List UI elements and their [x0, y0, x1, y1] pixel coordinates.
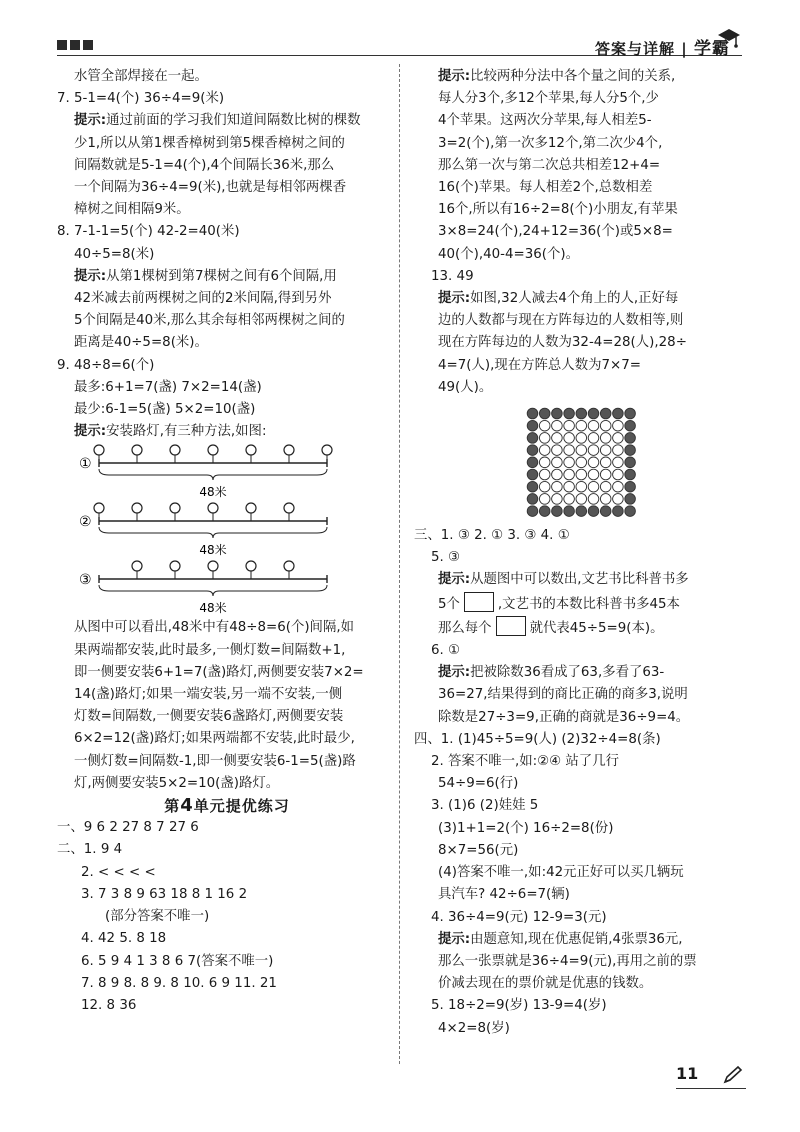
outer-person-dot — [576, 408, 587, 419]
left3-line: 一、9 6 2 27 8 7 27 6 — [57, 820, 199, 836]
hint-label: 提示: — [74, 424, 107, 440]
hint-label: 提示: — [74, 113, 107, 129]
left-line: 提示:从第1棵树到第7棵树之间有6个间隔,用 — [74, 268, 337, 284]
answer-box — [496, 616, 526, 636]
left-line: 最少:6-1=5(盏) 5×2=10(盏) — [74, 402, 256, 418]
left2-line: 从图中可以看出,48米中有48÷8=6(个)间隔,如 — [74, 620, 354, 636]
right2-line: 三、1. ③ 2. ① 3. ③ 4. ① — [414, 528, 570, 544]
left-line: 提示:通过前面的学习我们知道间隔数比树的棵数 — [74, 113, 361, 129]
lamp-diagram — [75, 559, 397, 617]
hint-label: 提示: — [438, 665, 471, 681]
left-line: 间隔数就是5-1=4(个),4个间隔长36米,那么 — [74, 157, 335, 173]
inner-person-dot — [551, 494, 562, 505]
box-line-1 — [414, 592, 749, 616]
diagram-distance: 48米 — [199, 601, 227, 616]
inner-person-dot — [600, 494, 611, 505]
right3-line: 具汽车? 42÷6=7(辆) — [438, 887, 570, 903]
inner-person-dot — [563, 420, 574, 431]
right3-line: 6. ① — [431, 643, 461, 659]
inner-person-dot — [539, 433, 550, 444]
left3-line: (部分答案不唯一) — [105, 909, 210, 925]
left3-line: 7. 8 9 8. 8 9. 8 10. 6 9 11. 21 — [81, 975, 277, 991]
inner-person-dot — [563, 469, 574, 480]
left2-line: 即一侧要安装6+1=7(盏)路灯,两侧要安装7×2= — [74, 664, 364, 680]
left2-line: 灯,两侧要安装5×2=10(盏)路灯。 — [74, 775, 280, 791]
inner-person-dot — [551, 433, 562, 444]
inner-person-dot — [576, 433, 587, 444]
lamp-circle — [170, 503, 180, 513]
inner-person-dot — [576, 457, 587, 468]
answer-box — [464, 592, 494, 612]
left2-line: 灯数=间隔数,一侧要安装6盏路灯,两侧要安装 — [74, 709, 344, 725]
header-brand: 学霸 — [694, 39, 730, 59]
outer-person-dot — [624, 469, 635, 480]
hint-label: 提示: — [438, 931, 471, 947]
outer-person-dot — [612, 506, 623, 517]
inner-person-dot — [588, 494, 599, 505]
outer-person-dot — [527, 445, 538, 456]
lamp-circle — [170, 445, 180, 455]
inner-person-dot — [551, 469, 562, 480]
lamp-circle — [170, 561, 180, 571]
inner-person-dot — [612, 469, 623, 480]
header-title-text: 答案与详解 — [595, 40, 676, 58]
right3-line: 36=27,结果得到的商比正确的商多3,说明 — [438, 687, 688, 703]
right-line: 现在方阵每边的人数为32-4=28(人),28÷ — [438, 335, 687, 351]
right-line: 16(个)苹果。每人相差2个,总数相差 — [438, 180, 653, 196]
inner-person-dot — [539, 481, 550, 492]
lamp-circle — [132, 445, 142, 455]
inner-person-dot — [612, 494, 623, 505]
outer-person-dot — [576, 506, 587, 517]
hint-label: 提示: — [438, 291, 471, 307]
outer-person-dot — [551, 408, 562, 419]
inner-person-dot — [612, 457, 623, 468]
right3-line: 4. 36÷4=9(元) 12-9=3(元) — [431, 909, 607, 925]
outer-person-dot — [588, 506, 599, 517]
left-line: 40÷5=8(米) — [74, 246, 155, 262]
inner-person-dot — [612, 445, 623, 456]
left3-line: 4. 42 5. 8 18 — [81, 931, 167, 947]
box-line-2-b: 就代表45÷5=9(本)。 — [529, 620, 664, 636]
lamp-circle — [322, 445, 332, 455]
section-title — [57, 795, 397, 817]
inner-person-dot — [576, 445, 587, 456]
box-line-2-a: 那么每个 — [438, 620, 492, 636]
hint-label: 提示: — [438, 572, 471, 588]
left-line: 水管全部焊接在一起。 — [74, 69, 208, 84]
outer-person-dot — [527, 506, 538, 517]
header-title — [595, 34, 730, 59]
inner-person-dot — [551, 445, 562, 456]
lamp-circle — [94, 445, 104, 455]
left-line: 最多:6+1=7(盏) 7×2=14(盏) — [74, 379, 262, 395]
inner-person-dot — [612, 481, 623, 492]
inner-person-dot — [563, 481, 574, 492]
right-line: 边的人数都与现在方阵每边的人数相等,则 — [438, 313, 684, 329]
right3-line: 提示:把被除数36看成了63,多看了63- — [438, 665, 665, 681]
right-line: 提示:如图,32人减去4个角上的人,正好每 — [438, 291, 679, 307]
right-line: 3=2(个),第一次多12个,第二次少4个, — [438, 135, 663, 151]
left-line: 樟树之间相隔9米。 — [74, 202, 190, 218]
left-line: 提示:安装路灯,有三种方法,如图: — [74, 424, 267, 440]
inner-person-dot — [588, 481, 599, 492]
outer-person-dot — [527, 433, 538, 444]
left2-line: 一侧灯数=间隔数-1,即一侧要安装6-1=5(盏)路 — [74, 753, 356, 769]
left-column — [57, 66, 397, 1017]
outer-person-dot — [527, 408, 538, 419]
right-column — [414, 66, 749, 1040]
hint-label: 提示: — [74, 268, 107, 284]
right3-line: 提示:由题意知,现在优惠促销,4张票36元, — [438, 931, 683, 947]
right3-line: 4×2=8(岁) — [438, 1020, 510, 1036]
inner-person-dot — [576, 494, 587, 505]
inner-person-dot — [588, 469, 599, 480]
left-line: 42米减去前两棵树之间的2米间隔,得到另外 — [74, 291, 332, 307]
lamp-diagram — [75, 501, 397, 559]
diagram-distance: 48米 — [199, 543, 227, 558]
inner-person-dot — [563, 494, 574, 505]
outer-person-dot — [527, 481, 538, 492]
inner-person-dot — [539, 420, 550, 431]
left-line: 9. 48÷8=6(个) — [57, 357, 155, 373]
right-line: 40(个),40-4=36(个)。 — [438, 246, 580, 262]
inner-person-dot — [588, 457, 599, 468]
left3-line: 3. 7 3 8 9 63 18 8 1 16 2 — [81, 886, 248, 902]
right3-line: (3)1+1=2(个) 16÷2=8(份) — [438, 820, 614, 836]
lamp-circle — [246, 503, 256, 513]
section-title-num: 4 — [180, 795, 194, 817]
right3-line: 54÷9=6(行) — [438, 776, 519, 792]
pencil-icon — [722, 1065, 744, 1085]
inner-person-dot — [600, 457, 611, 468]
inner-person-dot — [563, 433, 574, 444]
section-title-post: 单元提优练习 — [193, 797, 290, 816]
outer-person-dot — [539, 506, 550, 517]
inner-person-dot — [539, 494, 550, 505]
graduation-hat-icon — [716, 26, 742, 50]
right-line: 49(人)。 — [438, 379, 493, 395]
right3-line: 3. (1)6 (2)娃娃 5 — [431, 798, 539, 814]
outer-person-dot — [612, 408, 623, 419]
inner-person-dot — [551, 457, 562, 468]
inner-person-dot — [576, 481, 587, 492]
right3-line: 价减去现在的票价就是优惠的钱数。 — [438, 976, 653, 992]
right3-line: 那么一张票就是36÷4=9(元),再用之前的票 — [438, 953, 697, 969]
left3-line: 二、1. 9 4 — [57, 842, 123, 858]
right3-line: 5. 18÷2=9(岁) 13-9=4(岁) — [431, 998, 607, 1014]
right2-line: 5. ③ — [431, 550, 461, 566]
outer-person-dot — [624, 494, 635, 505]
inner-person-dot — [576, 420, 587, 431]
diagram-distance: 48米 — [199, 485, 227, 500]
column-divider — [399, 64, 400, 1064]
left3-line: 2. < < < < — [81, 864, 156, 880]
right-line: 13. 49 — [431, 268, 474, 284]
right-line: 4个苹果。这两次分苹果,每人相差5- — [438, 113, 652, 129]
inner-person-dot — [600, 469, 611, 480]
right-line: 3×8=24(个),24+12=36(个)或5×8= — [438, 224, 673, 240]
lamp-circle — [284, 503, 294, 513]
outer-person-dot — [527, 420, 538, 431]
outer-person-dot — [588, 408, 599, 419]
outer-person-dot — [624, 445, 635, 456]
hint-label: 提示: — [438, 69, 471, 84]
lamp-circle — [132, 503, 142, 513]
right3-line: 四、1. (1)45÷5=9(人) (2)32÷4=8(条) — [414, 731, 661, 747]
left3-line: 12. 8 36 — [81, 997, 137, 1013]
lamp-circle — [246, 445, 256, 455]
lamp-diagram — [75, 443, 397, 501]
inner-person-dot — [576, 469, 587, 480]
header-squares — [57, 40, 93, 50]
box-line-1-a: 5个 — [438, 596, 460, 612]
right-line: 提示:比较两种分法中各个量之间的关系, — [438, 69, 676, 84]
outer-person-dot — [624, 408, 635, 419]
inner-person-dot — [600, 420, 611, 431]
diagram-label: ③ — [79, 572, 92, 589]
left-line: 少1,所以从第1棵香樟树到第5棵香樟树之间的 — [74, 135, 345, 151]
box-line-2 — [414, 616, 749, 640]
right3-line: (4)答案不唯一,如:42元正好可以买几辆玩 — [438, 865, 684, 881]
left2-line: 6×2=12(盏)路灯;如果两端都不安装,此时最少, — [74, 731, 355, 747]
outer-person-dot — [539, 408, 550, 419]
outer-person-dot — [600, 506, 611, 517]
outer-person-dot — [527, 469, 538, 480]
outer-person-dot — [551, 506, 562, 517]
lamp-circle — [284, 561, 294, 571]
outer-person-dot — [624, 457, 635, 468]
left-line: 一个间隔为36÷4=9(米),也就是每相邻两棵香 — [74, 180, 347, 196]
lamp-circle — [94, 503, 104, 513]
inner-person-dot — [551, 420, 562, 431]
outer-person-dot — [527, 457, 538, 468]
left3-line: 6. 5 9 4 1 3 8 6 7(答案不唯一) — [81, 953, 274, 969]
inner-person-dot — [600, 433, 611, 444]
outer-person-dot — [624, 506, 635, 517]
left-line: 距离是40÷5=8(米)。 — [74, 335, 208, 351]
left2-line: 果两端都安装,此时最多,一侧灯数=间隔数+1, — [74, 642, 346, 658]
outer-person-dot — [563, 506, 574, 517]
outer-person-dot — [624, 433, 635, 444]
page-number: 11 — [676, 1064, 699, 1083]
right2-line: 提示:从题图中可以数出,文艺书比科普书多 — [438, 572, 689, 588]
inner-person-dot — [600, 481, 611, 492]
right-line: 4=7(人),现在方阵总人数为7×7= — [438, 357, 641, 373]
lamp-circle — [246, 561, 256, 571]
box-line-1-b: ,文艺书的本数比科普书多45本 — [497, 596, 680, 612]
left-line: 5个间隔是40米,那么其余每相邻两棵树之间的 — [74, 313, 345, 329]
footer-rule — [676, 1088, 746, 1089]
inner-person-dot — [563, 457, 574, 468]
left-line: 7. 5-1=4(个) 36÷4=9(米) — [57, 91, 225, 107]
outer-person-dot — [527, 494, 538, 505]
left-line: 8. 7-1-1=5(个) 42-2=40(米) — [57, 224, 240, 240]
inner-person-dot — [588, 445, 599, 456]
inner-person-dot — [612, 420, 623, 431]
right-line: 那么第一次与第二次总共相差12+4= — [438, 157, 661, 173]
diagram-label: ① — [79, 456, 92, 473]
inner-person-dot — [612, 433, 623, 444]
lamp-circle — [208, 445, 218, 455]
outer-person-dot — [600, 408, 611, 419]
lamp-circle — [208, 503, 218, 513]
outer-person-dot — [624, 481, 635, 492]
right3-line: 除数是27÷3=9,正确的商就是36÷9=4。 — [438, 709, 690, 725]
lamp-circle — [208, 561, 218, 571]
right3-line: 8×7=56(元) — [438, 842, 519, 858]
lamp-circle — [132, 561, 142, 571]
left2-line: 14(盏)路灯;如果一端安装,另一端不安装,一侧 — [74, 687, 343, 703]
inner-person-dot — [588, 420, 599, 431]
header-separator: | — [681, 40, 688, 58]
right3-line: 2. 答案不唯一,如:②④ 站了几行 — [431, 754, 619, 770]
outer-person-dot — [563, 408, 574, 419]
lamp-circle — [284, 445, 294, 455]
inner-person-dot — [539, 457, 550, 468]
inner-person-dot — [539, 469, 550, 480]
right-line: 16个,所以有16÷2=8(个)小朋友,有苹果 — [438, 202, 678, 218]
inner-person-dot — [600, 445, 611, 456]
square-formation-figure — [414, 407, 749, 519]
inner-person-dot — [563, 445, 574, 456]
diagram-label: ② — [79, 514, 92, 531]
inner-person-dot — [551, 481, 562, 492]
inner-person-dot — [539, 445, 550, 456]
section-title-pre: 第 — [164, 797, 181, 816]
outer-person-dot — [624, 420, 635, 431]
inner-person-dot — [588, 433, 599, 444]
right-line: 每人分3个,多12个苹果,每人分5个,少 — [438, 91, 659, 107]
